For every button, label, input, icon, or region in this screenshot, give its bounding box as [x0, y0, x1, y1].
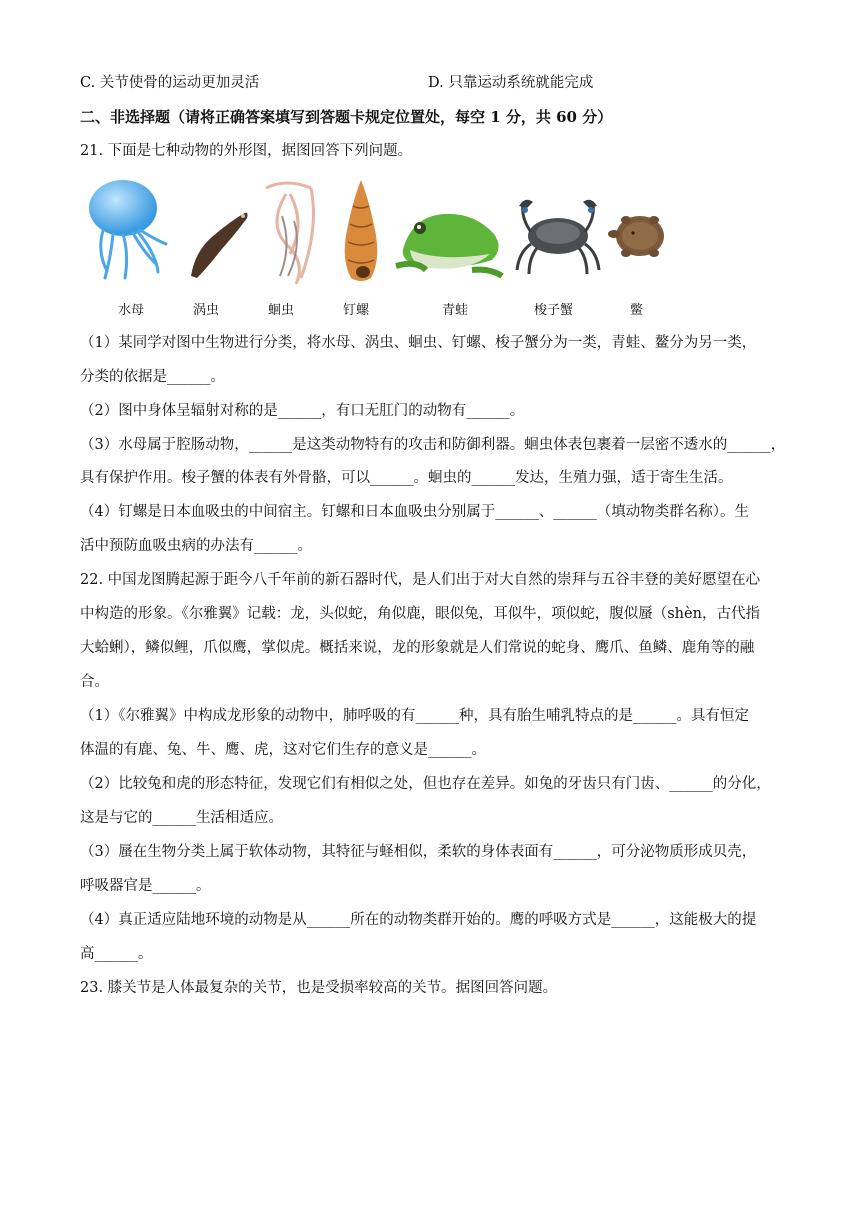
caption-planarian: 涡虫	[193, 303, 220, 318]
q22-line-7: （2）比较兔和虎的形态特征，发现它们有相似之处，但也存在差异。如兔的牙齿只有门齿、______的分化，	[80, 776, 771, 792]
roundworm-image	[256, 176, 326, 286]
q22-line-11: （4）真正适应陆地环境的动物是从______所在的动物类群开始的。鹰的呼吸方式是______，这能极大的提	[80, 912, 757, 928]
option-d: D. 只靠运动系统就能完成	[428, 75, 594, 91]
q22-line-2: 中构造的形象。《尔雅翼》记载：龙，头似蛇，角似鹿，眼似兔，耳似牛，项似蛇，腹似蜃（shèn，古代指	[80, 606, 760, 622]
caption-roundworm: 蛔虫	[268, 303, 295, 318]
q22-line-10: 呼吸器官是______。	[80, 878, 211, 894]
caption-snail: 钉螺	[343, 303, 370, 318]
turtle-image	[608, 176, 670, 286]
q21-line-6: （4）钉螺是日本血吸虫的中间宿主。钉螺和日本血吸虫分别属于______、______（填动物类群名称）。生	[80, 504, 749, 520]
caption-turtle: 鳖	[630, 303, 644, 318]
snail-image	[336, 176, 386, 286]
q22-line-3: 大蛤蜊），鳞似鲤，爪似鹰，掌似虎。概括来说，龙的形象就是人们常说的蛇身、鹰爪、鱼鳞、鹿角等的融	[80, 640, 755, 656]
q22-line-4: 合。	[80, 674, 109, 690]
q22-line-5: （1）《尔雅翼》中构成龙形象的动物中，肺呼吸的有______种，具有胎生哺乳特点的是______。具有恒定	[80, 708, 749, 724]
q21-line-7: 活中预防血吸虫病的办法有______。	[80, 538, 312, 554]
crab-image	[513, 176, 603, 286]
q22-line-8: 这是与它的______生活相适应。	[80, 810, 283, 826]
q21-line-4: （3）水母属于腔肠动物，______是这类动物特有的攻击和防御利器。蛔虫体表包裹着一层密不透水的______，	[80, 437, 786, 453]
q22-line-1: 22. 中国龙图腾起源于距今八千年前的新石器时代，是人们出于对大自然的崇拜与五谷丰登的美好愿望在心	[80, 572, 761, 588]
caption-crab: 梭子蟹	[534, 303, 574, 318]
q23-stem: 23. 膝关节是人体最复杂的关节，也是受损率较高的关节。据图回答问题。	[80, 980, 558, 996]
option-c: C. 关节使骨的运动更加灵活	[80, 75, 260, 91]
q21-line-1: （1）某同学对图中生物进行分类，将水母、涡虫、蛔虫、钉螺、梭子蟹分为一类，青蛙、鳌分为另一类，	[80, 335, 757, 351]
frog-image	[392, 176, 507, 286]
q21-line-2: 分类的依据是______。	[80, 369, 225, 385]
section-heading: 二、非选择题（请将正确答案填写到答题卡规定位置处，每空 1 分，共 60 分）	[80, 108, 613, 126]
q22-line-9: （3）蜃在生物分类上属于软体动物，其特征与蛏相似，柔软的身体表面有______，可分泌物质形成贝壳，	[80, 844, 757, 860]
jellyfish-image	[78, 176, 173, 286]
q22-line-6: 体温的有鹿、兔、牛、鹰、虎，这对它们生存的意义是______。	[80, 742, 486, 758]
caption-jellyfish: 水母	[118, 303, 145, 318]
q21-line-5: 具有保护作用。梭子蟹的体表有外骨骼，可以______。蛔虫的______发达，生殖力强，适于寄生生活。	[80, 470, 733, 486]
q21-line-3: （2）图中身体呈辐射对称的是______，有口无肛门的动物有______。	[80, 403, 525, 419]
q21-stem: 21. 下面是七种动物的外形图，据图回答下列问题。	[80, 143, 413, 159]
animal-figure	[78, 176, 678, 321]
planarian-image	[183, 176, 253, 286]
caption-frog: 青蛙	[442, 303, 469, 318]
q22-line-12: 高______。	[80, 946, 153, 962]
